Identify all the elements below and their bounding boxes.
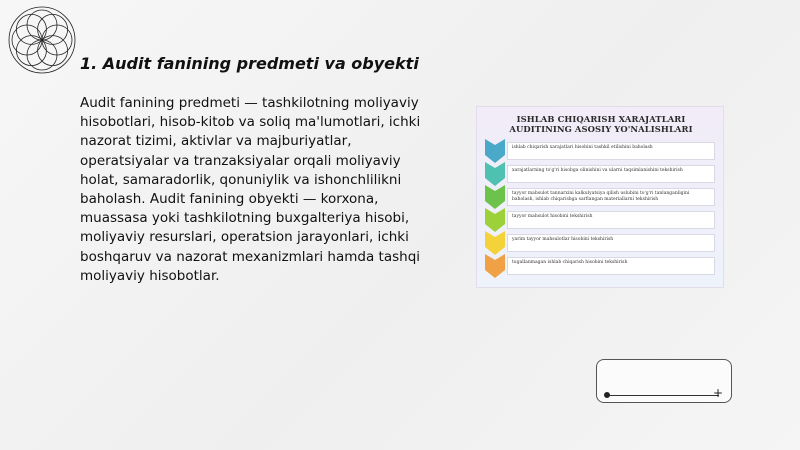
slider-widget[interactable] <box>596 359 732 403</box>
production-costs-audit-figure <box>476 106 724 288</box>
plus-icon[interactable]: + <box>713 386 724 400</box>
chevron-down-icon <box>485 185 505 209</box>
slider-knob[interactable] <box>604 392 610 398</box>
chevron-down-icon <box>485 208 505 232</box>
chevron-down-icon <box>485 139 505 163</box>
figure-title-line-2: AUDITINING ASOSIY YO'NALISHLARI <box>509 124 693 134</box>
chevron-down-icon <box>485 231 505 255</box>
figure-row: xarajatlarning to'g'ri hisobga olinishini va ularni taqsimlanishini tekshirish <box>507 165 715 183</box>
figure-row: ishlab chiqarish xarajatlari hisobini tashkil etilishini baholash <box>507 142 715 160</box>
figure-row: yarim tayyor mahsulotlar hisobini tekshirish <box>507 234 715 252</box>
figure-row: tayyor mahsulot tannarxini kalkulyatsiya qilish uslubini to'g'ri tanlanganligini baholash, ishlab chiqarishga sarflangan materiallarni tekshirish <box>507 188 715 206</box>
figure-row: tayyor mahsulot hisobini tekshirish <box>507 211 715 229</box>
decorative-circles-icon <box>4 2 80 78</box>
chevron-down-icon <box>485 254 505 278</box>
slide-body-text: Audit fanining predmeti — tashkilotning moliyaviy hisobotlari, hisob-kitob va soliq ma'lumotlari, ichki nazorat tizimi, aktivlar va majburiyatlar, operatsiyalar va tranzaksiyalar orqali moliyaviy holat, samaradorlik, qonuniylik va ishonchlilikni baholash. Audit fanining obyekti — korxona, muassasa yoki tashkilotning buxgalteriya hisobi, moliyaviy resurslari, operatsion jarayonlari, ichki boshqaruv va nazorat mexanizmlari hamda tashqi moliyaviy hisobotlar. <box>80 95 421 284</box>
chevron-down-icon <box>485 162 505 186</box>
figure-row: tugallanmagan ishlab chiqarish hisobini tekshirish <box>507 257 715 275</box>
slide-title: 1. Audit fanining predmeti va obyekti <box>80 54 419 73</box>
figure-title-line-1: ISHLAB CHIQARISH XARAJATLARI <box>516 114 686 124</box>
slider-track[interactable] <box>607 395 719 396</box>
figure-title <box>477 114 725 134</box>
